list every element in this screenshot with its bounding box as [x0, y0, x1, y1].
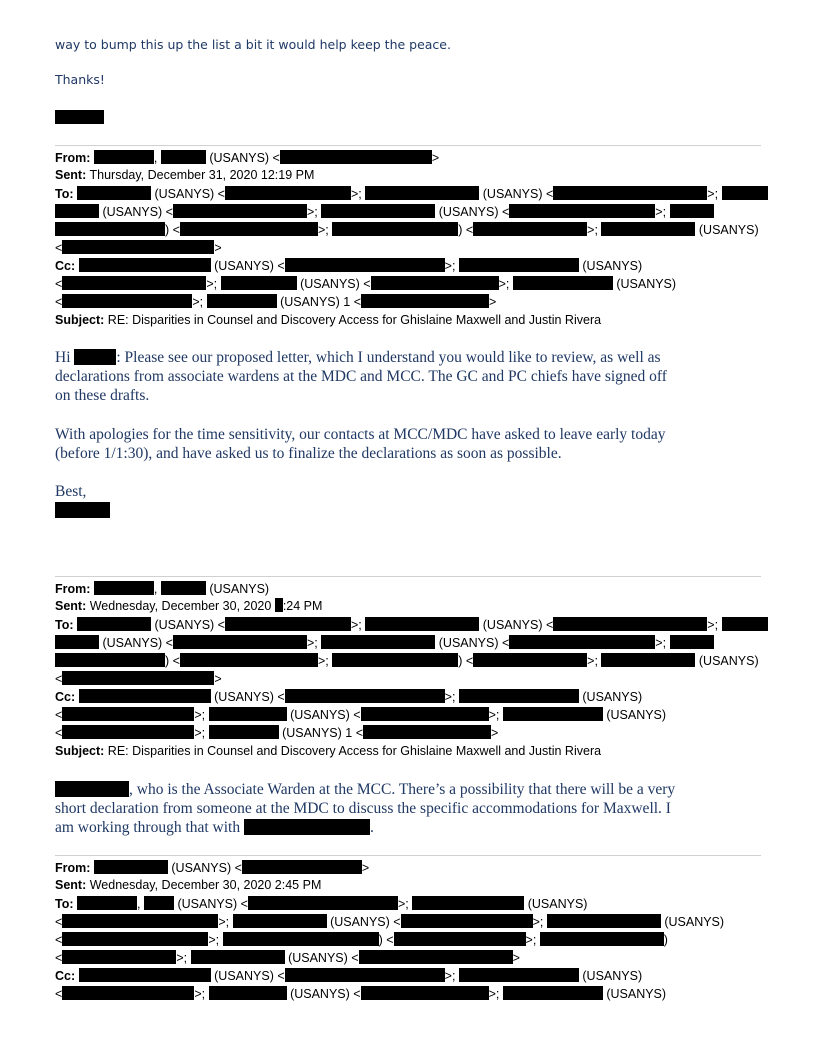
redaction-block	[722, 186, 768, 200]
body-paragraph: With apologies for the time sensitivity, our contacts at MCC/MDC have asked to leave early today	[55, 426, 666, 443]
redaction-block	[509, 635, 655, 649]
redaction-block	[77, 617, 151, 631]
text-fragment: : Please see our proposed letter, which I understand you would like to review, as well as	[116, 349, 661, 366]
redaction-block	[55, 635, 99, 649]
text-fragment: >;	[655, 636, 667, 650]
text-fragment: >	[431, 151, 440, 165]
to-line	[55, 240, 222, 256]
text-fragment: >;	[488, 987, 500, 1001]
text-fragment: RE: Disparities in Counsel and Discovery Access for Ghislaine Maxwell and Justin Rivera	[107, 744, 602, 758]
text-fragment: >;	[444, 259, 456, 273]
text-fragment: , who is the Associate Warden at the MCC. There’s a possibility that there will be a very	[129, 781, 676, 798]
text-fragment: >	[512, 951, 520, 965]
redaction-block	[401, 914, 533, 928]
from-line	[55, 860, 369, 876]
to-line	[55, 617, 768, 633]
sent-line	[55, 877, 321, 893]
text-fragment: ) <	[165, 223, 180, 237]
cc-line	[55, 689, 642, 705]
text-fragment: (USANYS) <	[209, 151, 280, 165]
redaction-block	[670, 635, 714, 649]
text-fragment: ,	[153, 151, 158, 165]
text-fragment: From:	[55, 861, 91, 875]
to-line	[55, 204, 714, 220]
separator	[55, 145, 761, 146]
text-fragment: ,	[153, 582, 158, 596]
text-fragment: >;	[317, 223, 329, 237]
text-fragment: Cc:	[55, 690, 76, 704]
text-fragment: >;	[351, 187, 362, 201]
redaction-block	[459, 968, 579, 982]
redaction-block	[540, 932, 664, 946]
text-fragment: (USANYS) <	[438, 636, 510, 650]
text-fragment: >	[489, 295, 497, 309]
redaction-block	[321, 204, 435, 218]
redaction-block	[225, 617, 351, 631]
text-fragment: (USANYS) <	[438, 205, 510, 219]
redaction-block	[459, 689, 579, 703]
text-fragment: To:	[55, 897, 74, 911]
text-fragment: >;	[351, 618, 362, 632]
sent-date: Thursday, December 31, 2020 12:19 PM	[89, 168, 315, 182]
cc-line	[55, 986, 666, 1002]
redaction-block	[275, 598, 283, 612]
text-fragment: :24 PM	[282, 599, 323, 613]
text-fragment: >	[214, 241, 222, 255]
redaction-block	[244, 819, 370, 835]
redaction-block	[221, 276, 297, 290]
redaction-block	[144, 896, 174, 910]
redaction-block	[280, 150, 432, 164]
text-fragment: <	[55, 295, 63, 309]
text-fragment: (USANYS) <	[290, 987, 361, 1001]
text-fragment: ) <	[458, 223, 474, 237]
text-fragment: >;	[525, 933, 537, 947]
text-fragment: ,	[137, 897, 141, 911]
subject-text: RE: Disparities in Counsel and Discovery Access for Ghislaine Maxwell and Justin Rivera	[107, 313, 602, 327]
redaction-block	[459, 258, 579, 272]
cc-line	[55, 707, 666, 723]
text-fragment: <	[55, 708, 63, 722]
redaction-block	[55, 502, 110, 518]
redaction-block	[94, 860, 168, 874]
redaction-block	[473, 653, 587, 667]
separator	[55, 576, 761, 577]
redaction-block	[233, 914, 327, 928]
text-fragment: >;	[307, 636, 318, 650]
redaction-block	[79, 258, 211, 272]
to-line	[55, 222, 759, 238]
text-fragment: >;	[192, 295, 204, 309]
redaction-block	[55, 204, 99, 218]
redaction-block	[503, 707, 603, 721]
redaction-block	[94, 581, 154, 595]
text-fragment: (USANYS) <	[300, 277, 371, 291]
to-line	[55, 896, 587, 912]
redaction-block	[361, 707, 489, 721]
body-paragraph: (before 1/1:30), and have asked us to finalize the declarations as soon as possible.	[55, 445, 562, 462]
text-fragment: >;	[444, 690, 456, 704]
text-fragment: >;	[317, 654, 329, 668]
text-fragment: (USANYS)	[698, 223, 759, 237]
redaction-block	[55, 653, 165, 667]
text-fragment: >	[361, 861, 370, 875]
redaction-block	[180, 222, 318, 236]
redaction-block	[553, 186, 707, 200]
redaction-block	[412, 896, 524, 910]
text-fragment: >;	[176, 951, 188, 965]
cc-line	[55, 725, 498, 741]
from-line	[55, 150, 439, 166]
redaction-block	[161, 581, 206, 595]
text-fragment: (USANYS)	[209, 582, 270, 596]
text-fragment: <	[55, 241, 63, 255]
redaction-block	[503, 986, 603, 1000]
redaction-block	[77, 186, 151, 200]
redaction-block	[473, 222, 587, 236]
redaction-block	[223, 932, 379, 946]
redaction-block	[161, 150, 206, 164]
body-paragraph	[55, 348, 661, 367]
text-fragment: (USANYS) <	[290, 708, 361, 722]
text-fragment: <	[55, 915, 63, 929]
text-fragment: (USANYS)	[582, 259, 643, 273]
redaction-block	[509, 204, 655, 218]
redaction-block	[361, 986, 489, 1000]
subject-label: Subject:	[55, 313, 105, 327]
redaction-block	[242, 860, 362, 874]
text-fragment: (USANYS) <	[154, 187, 225, 201]
text-fragment: (USANYS)	[606, 708, 667, 722]
text-fragment: (USANYS) <	[330, 915, 401, 929]
text-fragment: <	[55, 277, 63, 291]
text-fragment: <	[55, 987, 63, 1001]
redaction-block	[248, 896, 398, 910]
text-fragment: >;	[707, 187, 719, 201]
text-fragment: ) <	[378, 933, 394, 947]
text-fragment: >;	[707, 618, 719, 632]
thanks-text: Thanks!	[55, 72, 105, 87]
separator	[55, 855, 761, 856]
text-fragment: (USANYS) 1 <	[282, 726, 363, 740]
cc-line	[55, 276, 676, 292]
text-fragment: (USANYS) <	[482, 618, 554, 632]
redaction-block	[173, 204, 307, 218]
text-fragment: Sent:	[55, 599, 87, 613]
redaction-block	[94, 150, 154, 164]
sent-label: Sent:	[55, 168, 87, 182]
redaction-block	[55, 781, 129, 797]
text-fragment: (USANYS) <	[288, 951, 359, 965]
text-fragment: (USANYS) <	[171, 861, 242, 875]
sent-line	[55, 167, 314, 183]
text-fragment: >;	[218, 915, 230, 929]
redaction-block	[332, 222, 458, 236]
redaction-block	[62, 240, 214, 254]
text-fragment: (USANYS)	[582, 690, 643, 704]
redaction-block	[209, 725, 279, 739]
to-line	[55, 932, 668, 948]
redaction-block	[173, 635, 307, 649]
to-line	[55, 635, 714, 651]
text-fragment: (USANYS) <	[214, 259, 285, 273]
redaction-block	[207, 294, 277, 308]
text-fragment: >;	[587, 223, 598, 237]
redaction-block	[55, 110, 104, 124]
text-fragment: <	[55, 726, 63, 740]
cc-label: Cc:	[55, 259, 76, 273]
signature-redaction	[55, 110, 104, 126]
text-fragment: From:	[55, 582, 91, 596]
redaction-block	[180, 653, 318, 667]
redaction-block	[209, 707, 287, 721]
text-fragment: <	[55, 951, 63, 965]
redaction-block	[62, 276, 206, 290]
text-fragment: Hi	[55, 349, 71, 366]
text-fragment: (USANYS) <	[214, 969, 285, 983]
text-fragment: >;	[532, 915, 544, 929]
text-fragment: (USANYS)	[582, 969, 643, 983]
text-fragment: >;	[307, 205, 318, 219]
text-fragment: >;	[206, 277, 218, 291]
redaction-block	[62, 914, 218, 928]
redaction-block	[553, 617, 707, 631]
to-line	[55, 914, 724, 930]
text-fragment: ) <	[458, 654, 474, 668]
text-fragment: >;	[488, 708, 500, 722]
redaction-block	[79, 968, 211, 982]
from-line	[55, 581, 269, 597]
redaction-block	[62, 725, 194, 739]
body-paragraph: declarations from associate wardens at the MDC and MCC. The GC and PC chiefs have signed off	[55, 368, 667, 385]
text-fragment: (USANYS)	[527, 897, 588, 911]
text-fragment: >;	[444, 969, 456, 983]
text-fragment: Sent:	[55, 878, 87, 892]
text-fragment: >;	[397, 897, 409, 911]
cc-line	[55, 294, 496, 310]
redaction-block	[62, 671, 214, 685]
to-line	[55, 653, 759, 669]
text-fragment: (USANYS) <	[482, 187, 554, 201]
text-fragment: >;	[655, 205, 667, 219]
redaction-block	[62, 932, 208, 946]
redaction-block	[79, 689, 211, 703]
text-fragment: (USANYS) <	[154, 618, 225, 632]
redaction-block	[62, 707, 194, 721]
redaction-block	[359, 950, 513, 964]
redaction-block	[332, 653, 458, 667]
redaction-block	[285, 689, 445, 703]
text-fragment: ) <	[165, 654, 180, 668]
redaction-block	[361, 294, 489, 308]
body-paragraph: on these drafts.	[55, 387, 150, 404]
redaction-block	[62, 950, 176, 964]
redaction-block	[365, 617, 479, 631]
text-fragment: <	[55, 672, 63, 686]
text-fragment: (USANYS)	[606, 987, 667, 1001]
redaction-block	[209, 986, 287, 1000]
redaction-block	[191, 950, 285, 964]
cc-line	[55, 258, 642, 274]
text-fragment: (USANYS) <	[102, 205, 173, 219]
text-fragment: >;	[194, 708, 206, 722]
text-fragment: Wednesday, December 30, 2020	[89, 599, 272, 613]
redaction-block	[513, 276, 613, 290]
redaction-block	[62, 986, 194, 1000]
redaction-block	[74, 349, 116, 365]
text-fragment: >	[491, 726, 499, 740]
text-fragment: >	[214, 672, 222, 686]
redaction-block	[77, 896, 137, 910]
text-fragment: am working through that with	[55, 819, 241, 836]
redaction-block	[547, 914, 661, 928]
redaction-block	[394, 932, 526, 946]
subject-line	[55, 743, 601, 759]
text-fragment: >;	[194, 726, 206, 740]
redaction-block	[601, 653, 695, 667]
text-fragment: (USANYS)	[664, 915, 725, 929]
text-fragment: >;	[208, 933, 220, 947]
redaction-block	[285, 968, 445, 982]
text-fragment: (USANYS) <	[102, 636, 173, 650]
to-label: To:	[55, 187, 74, 201]
text-fragment: (USANYS)	[616, 277, 677, 291]
redaction-block	[722, 617, 768, 631]
closing-text: Best,	[55, 483, 87, 500]
from-label: From:	[55, 151, 91, 165]
to-line	[55, 186, 768, 202]
redaction-block	[363, 725, 491, 739]
body-paragraph	[55, 818, 374, 837]
body-text-line: way to bump this up the list a bit it would help keep the peace.	[55, 37, 451, 52]
redaction-block	[55, 222, 165, 236]
subject-line	[55, 312, 601, 328]
redaction-block	[365, 186, 479, 200]
redaction-block	[321, 635, 435, 649]
cc-line	[55, 968, 642, 984]
text-fragment: )	[663, 933, 668, 947]
redaction-block	[62, 294, 192, 308]
body-paragraph: short declaration from someone at the MDC to discuss the specific accommodations for Maxwell. I	[55, 800, 671, 817]
to-line	[55, 950, 520, 966]
text-fragment: Cc:	[55, 969, 76, 983]
text-fragment: Subject:	[55, 744, 105, 758]
text-fragment: >;	[587, 654, 598, 668]
redaction-block	[371, 276, 499, 290]
text-fragment: (USANYS)	[698, 654, 759, 668]
text-fragment: (USANYS) 1 <	[280, 295, 361, 309]
to-line	[55, 671, 222, 687]
redaction-block	[670, 204, 714, 218]
text-fragment: To:	[55, 618, 74, 632]
text-fragment: (USANYS) <	[214, 690, 285, 704]
text-fragment: (USANYS) <	[177, 897, 248, 911]
text-fragment: Wednesday, December 30, 2020 2:45 PM	[89, 878, 322, 892]
body-paragraph	[55, 780, 675, 799]
redaction-block	[225, 186, 351, 200]
redaction-block	[601, 222, 695, 236]
signature-redaction	[55, 502, 110, 520]
redaction-block	[285, 258, 445, 272]
text-fragment: >;	[498, 277, 510, 291]
text-fragment: .	[370, 819, 374, 836]
text-fragment: <	[55, 933, 63, 947]
sent-line	[55, 598, 322, 614]
text-fragment: >;	[194, 987, 206, 1001]
